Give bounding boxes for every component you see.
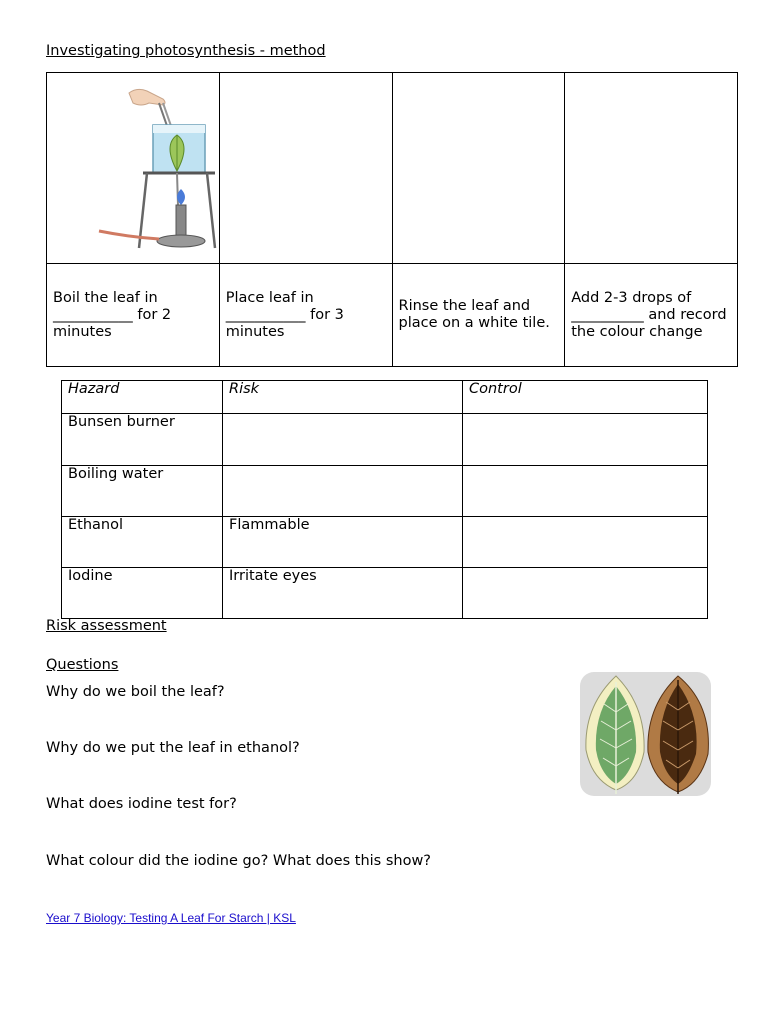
risk-header: Hazard bbox=[62, 381, 223, 414]
risk-cell bbox=[463, 414, 708, 466]
risk-cell bbox=[223, 414, 463, 466]
method-step: Add 2-3 drops of __________ and record the colour change bbox=[565, 264, 738, 367]
method-image-cell bbox=[47, 73, 220, 264]
ksl-link[interactable]: Year 7 Biology: Testing A Leaf For Starch | KSL bbox=[46, 911, 296, 925]
method-image-cell bbox=[219, 73, 392, 264]
risk-cell bbox=[463, 568, 708, 619]
risk-cell bbox=[463, 517, 708, 568]
method-table bbox=[46, 72, 738, 367]
method-step: Rinse the leaf and place on a white tile. bbox=[392, 264, 565, 367]
question: Why do we boil the leaf? bbox=[46, 684, 225, 700]
questions-heading: Questions bbox=[46, 657, 119, 673]
method-step: Boil the leaf in ___________ for 2 minutes bbox=[47, 264, 220, 367]
risk-table bbox=[61, 380, 708, 619]
method-image-cell bbox=[565, 73, 738, 264]
method-step: Place leaf in ___________ for 3 minutes bbox=[219, 264, 392, 367]
risk-header: Risk bbox=[223, 381, 463, 414]
question: What colour did the iodine go? What does this show? bbox=[46, 853, 432, 869]
risk-assessment-caption: Risk assessment bbox=[46, 618, 167, 634]
risk-header: Control bbox=[463, 381, 708, 414]
risk-cell: Flammable bbox=[223, 517, 463, 568]
leaves-illustration bbox=[580, 672, 711, 796]
risk-cell: Irritate eyes bbox=[223, 568, 463, 619]
method-image-cell bbox=[392, 73, 565, 264]
risk-cell: Bunsen burner bbox=[62, 414, 223, 466]
boiling-leaf-illustration bbox=[47, 73, 227, 258]
question: Why do we put the leaf in ethanol? bbox=[46, 740, 300, 756]
risk-cell bbox=[223, 466, 463, 517]
risk-cell bbox=[463, 466, 708, 517]
page-title: Investigating photosynthesis - method bbox=[46, 43, 326, 59]
risk-cell: Iodine bbox=[62, 568, 223, 619]
risk-cell: Boiling water bbox=[62, 466, 223, 517]
risk-cell: Ethanol bbox=[62, 517, 223, 568]
question: What does iodine test for? bbox=[46, 796, 237, 812]
